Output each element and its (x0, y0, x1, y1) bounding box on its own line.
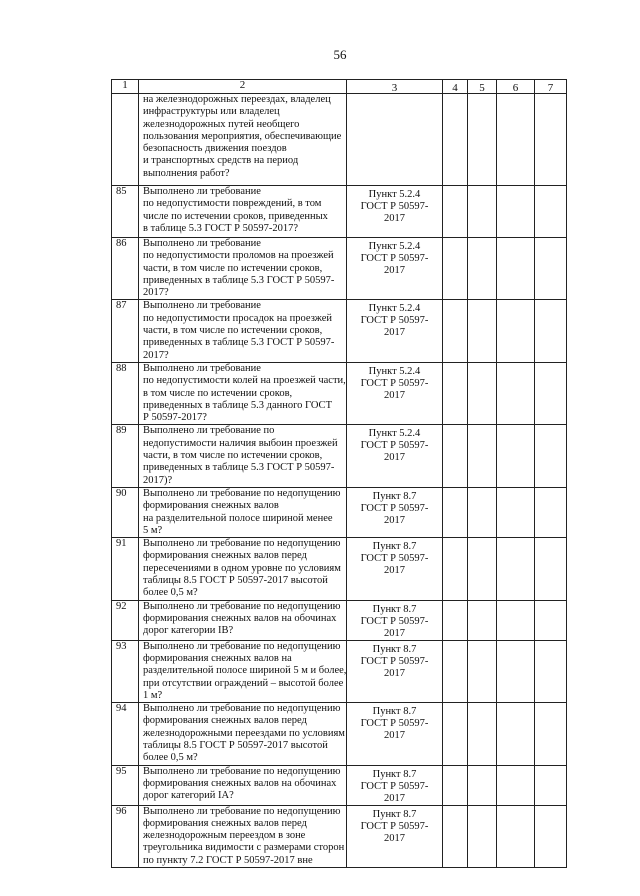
table-row (112, 487, 567, 537)
requirement-line: формирования снежных валов перед (143, 817, 307, 829)
item-number: 93 (112, 640, 139, 702)
reference-line: Пункт 5.2.4 (368, 189, 421, 200)
requirement-line: в том числе по истечении сроков, (143, 387, 293, 399)
reference-line: Пункт 8.7 (372, 808, 417, 820)
answer-cell (468, 425, 497, 487)
answer-cell (497, 765, 535, 805)
item-number: 95 (112, 765, 139, 805)
requirement-text (139, 362, 347, 424)
requirement-line: выполнения работ? (143, 167, 230, 179)
answer-cell (497, 805, 535, 867)
answer-cell (443, 425, 468, 487)
requirement-line: при отсутствии ограждений – высотой более (143, 677, 344, 689)
item-number: 94 (112, 703, 139, 765)
answer-cell (468, 238, 497, 300)
reference-line: 2017 (384, 452, 405, 464)
answer-cell (468, 600, 497, 640)
reference-line: 2017 (384, 327, 405, 339)
answer-cell (443, 640, 468, 702)
requirement-line: формирования снежных валов на обочинах (143, 612, 337, 624)
answer-cell (535, 640, 567, 702)
requirement-line: 2017)? (143, 474, 173, 486)
answer-cell (443, 805, 468, 867)
answer-cell (497, 487, 535, 537)
requirement-text (139, 538, 347, 600)
requirement-line: формирования снежных валов на (143, 652, 292, 664)
requirement-line: таблицы 8.5 ГОСТ Р 50597-2017 высотой (143, 575, 328, 587)
requirement-line: и транспортных средств на период (143, 155, 299, 167)
requirement-line: дорог категории IB? (143, 625, 234, 637)
reference-line: ГОСТ Р 50597- (360, 377, 429, 389)
requirement-line: недопустимости наличия выбоин проезжей (143, 437, 338, 449)
answer-cell (535, 805, 567, 867)
requirement-line: Выполнено ли требование (143, 362, 261, 374)
item-number: 88 (112, 362, 139, 424)
item-number: 89 (112, 425, 139, 487)
reference-line: ГОСТ Р 50597- (360, 780, 429, 792)
requirement-line: Выполнено ли требование по (143, 425, 275, 437)
answer-cell (497, 425, 535, 487)
answer-cell (497, 538, 535, 600)
requirement-line: пользования мероприятия, обеспечивающие (143, 130, 342, 142)
requirement-line: разделительной полосе шириной 5 м и более, (143, 665, 347, 677)
regulation-reference (347, 362, 443, 424)
requirement-text (139, 640, 347, 702)
answer-cell (497, 600, 535, 640)
answer-cell (497, 640, 535, 702)
reference-line: 2017 (384, 389, 405, 401)
header-row (112, 80, 567, 94)
item-number (112, 94, 139, 186)
answer-cell (497, 703, 535, 765)
answer-cell (535, 487, 567, 537)
requirement-line: числе по истечении сроков, приведенных (143, 210, 328, 222)
column-header: 1 (112, 80, 139, 94)
requirement-line: 5 м? (143, 524, 163, 536)
item-number: 92 (112, 600, 139, 640)
requirement-line: Выполнено ли требование (143, 238, 261, 249)
requirement-line: Выполнено ли требование по недопущению (143, 640, 341, 652)
requirement-line: Р 50597-2017? (143, 412, 207, 424)
requirement-line: Выполнено ли требование (143, 186, 261, 197)
item-number: 91 (112, 538, 139, 600)
reference-line: ГОСТ Р 50597- (360, 253, 429, 264)
regulation-reference (347, 703, 443, 765)
requirement-text (139, 425, 347, 487)
answer-cell (535, 94, 567, 186)
requirement-line: более 0,5 м? (143, 752, 198, 764)
requirement-text (139, 487, 347, 537)
reference-line: Пункт 8.7 (372, 541, 417, 553)
reference-line: Пункт 5.2.4 (368, 365, 421, 377)
regulation-reference (347, 538, 443, 600)
answer-cell (443, 362, 468, 424)
reference-line: Пункт 5.2.4 (368, 428, 421, 440)
requirement-line: в таблице 5.3 ГОСТ Р 50597-2017? (143, 222, 298, 234)
reference-line: ГОСТ Р 50597- (360, 718, 429, 730)
answer-cell (468, 487, 497, 537)
requirement-text (139, 703, 347, 765)
column-header: 2 (139, 80, 347, 94)
requirement-line: формирования снежных валов на обочинах (143, 777, 337, 789)
column-header: 5 (468, 80, 497, 94)
reference-line: ГОСТ Р 50597- (360, 502, 429, 514)
answer-cell (535, 300, 567, 362)
answer-cell (497, 300, 535, 362)
requirement-line: 2017? (143, 349, 169, 361)
requirement-line: по недопустимости повреждений, в том (143, 198, 322, 210)
requirement-text (139, 238, 347, 300)
answer-cell (497, 186, 535, 238)
answer-cell (443, 487, 468, 537)
regulation-reference (347, 600, 443, 640)
regulation-reference (347, 805, 443, 867)
table-row (112, 425, 567, 487)
requirement-line: по недопустимости просадок на проезжей (143, 312, 333, 324)
requirement-line: приведенных в таблице 5.3 ГОСТ Р 50597- (143, 274, 335, 286)
reference-line: ГОСТ Р 50597- (360, 615, 429, 627)
reference-line: 2017 (384, 265, 405, 276)
requirement-line: железнодорожных путей необщего (143, 118, 300, 130)
answer-cell (535, 238, 567, 300)
column-header: 3 (347, 80, 443, 94)
requirement-line: треугольника видимости с размерами сторон (143, 842, 345, 854)
requirement-line: по недопустимости проломов на проезжей (143, 250, 334, 262)
requirement-line: на разделительной полосе шириной менее (143, 512, 333, 524)
requirement-line: более 0,5 м? (143, 587, 198, 599)
reference-line: ГОСТ Р 50597- (360, 655, 429, 667)
requirement-line: Выполнено ли требование по недопущению (143, 487, 341, 499)
requirement-line: инфраструктуры или владелец (143, 106, 280, 118)
reference-line: 2017 (384, 627, 405, 639)
reference-line: ГОСТ Р 50597- (360, 440, 429, 452)
requirement-line: по пункту 7.2 ГОСТ Р 50597-2017 вне (143, 854, 313, 866)
answer-cell (468, 186, 497, 238)
answer-cell (535, 765, 567, 805)
requirement-line: железнодорожными переездами по условиям (143, 727, 345, 739)
requirement-line: формирования снежных валов перед (143, 550, 307, 562)
answer-cell (443, 538, 468, 600)
reference-line: Пункт 5.2.4 (368, 241, 421, 252)
requirement-line: 2017? (143, 287, 169, 299)
requirement-line: приведенных в таблице 5.3 ГОСТ Р 50597- (143, 337, 335, 349)
reference-line: Пункт 8.7 (372, 768, 417, 780)
table-row (112, 703, 567, 765)
answer-cell (443, 186, 468, 238)
item-number: 86 (112, 238, 139, 300)
column-header: 6 (497, 80, 535, 94)
item-number: 90 (112, 487, 139, 537)
page-number: 56 (333, 47, 347, 62)
table-row (112, 600, 567, 640)
regulation-reference (347, 238, 443, 300)
answer-cell (443, 94, 468, 186)
requirement-text (139, 600, 347, 640)
table-row (112, 538, 567, 600)
regulation-reference (347, 186, 443, 238)
regulation-reference (347, 487, 443, 537)
answer-cell (468, 362, 497, 424)
regulation-reference (347, 765, 443, 805)
answer-cell (468, 94, 497, 186)
requirement-line: Выполнено ли требование по недопущению (143, 765, 341, 777)
reference-line: ГОСТ Р 50597- (360, 315, 429, 327)
reference-line: ГОСТ Р 50597- (360, 820, 429, 832)
answer-cell (443, 300, 468, 362)
requirement-line: по недопустимости колей на проезжей части, (143, 375, 346, 387)
requirement-line: Выполнено ли требование по недопущению (143, 703, 341, 715)
regulation-reference (347, 640, 443, 702)
table-row (112, 94, 567, 186)
reference-line: ГОСТ Р 50597- (360, 201, 429, 212)
reference-line: Пункт 8.7 (372, 490, 417, 502)
reference-line: 2017 (384, 832, 405, 844)
answer-cell (535, 425, 567, 487)
item-number: 87 (112, 300, 139, 362)
reference-line: ГОСТ Р 50597- (360, 553, 429, 565)
reference-line: 2017 (384, 667, 405, 679)
requirement-line: Выполнено ли требование по недопущению (143, 600, 341, 612)
reference-line: 2017 (384, 213, 405, 224)
answer-cell (535, 362, 567, 424)
regulation-reference (347, 425, 443, 487)
item-number: 85 (112, 186, 139, 238)
regulation-reference (347, 94, 443, 186)
answer-cell (468, 805, 497, 867)
requirement-line: таблицы 8.5 ГОСТ Р 50597-2017 высотой (143, 739, 328, 751)
answer-cell (535, 600, 567, 640)
answer-cell (443, 703, 468, 765)
column-header: 4 (443, 80, 468, 94)
table-row (112, 765, 567, 805)
requirement-line: на железнодорожных переездах, владелец (143, 94, 331, 105)
requirement-line: части, в том числе по истечении сроков, (143, 262, 323, 274)
answer-cell (497, 94, 535, 186)
answer-cell (468, 538, 497, 600)
requirement-text (139, 805, 347, 867)
answer-cell (535, 186, 567, 238)
answer-cell (468, 300, 497, 362)
table-row (112, 640, 567, 702)
requirement-text (139, 300, 347, 362)
requirement-text (139, 765, 347, 805)
answer-cell (443, 238, 468, 300)
requirement-line: приведенных в таблице 5.3 ГОСТ Р 50597- (143, 462, 335, 474)
table-row (112, 300, 567, 362)
requirement-line: 1 м? (143, 689, 163, 701)
answer-cell (497, 362, 535, 424)
reference-line: Пункт 8.7 (372, 603, 417, 615)
table-row (112, 805, 567, 867)
answer-cell (468, 640, 497, 702)
table-row (112, 238, 567, 300)
reference-line: Пункт 8.7 (372, 706, 417, 718)
reference-line: Пункт 8.7 (372, 643, 417, 655)
reference-line: Пункт 5.2.4 (368, 303, 421, 315)
answer-cell (468, 765, 497, 805)
requirement-line: формирования снежных валов перед (143, 715, 307, 727)
requirement-line: приведенных в таблице 5.3 данного ГОСТ (143, 399, 332, 411)
requirement-line: части, в том числе по истечении сроков, (143, 450, 323, 462)
requirement-line: формирования снежных валов (143, 500, 279, 512)
requirement-line: железнодорожным переездом в зоне (143, 830, 306, 842)
checklist-table (111, 79, 567, 868)
column-header: 7 (535, 80, 567, 94)
requirement-text (139, 186, 347, 238)
answer-cell (497, 238, 535, 300)
reference-line: 2017 (384, 514, 405, 526)
answer-cell (443, 600, 468, 640)
regulation-reference (347, 300, 443, 362)
table-row (112, 186, 567, 238)
requirement-line: безопасность движения поездов (143, 143, 287, 155)
answer-cell (468, 703, 497, 765)
table-row (112, 362, 567, 424)
requirement-line: пересечениями в одном уровне по условиям (143, 562, 341, 574)
requirement-line: Выполнено ли требование (143, 300, 261, 312)
reference-line: 2017 (384, 730, 405, 742)
requirement-line: дорог категорий IA? (143, 790, 234, 802)
item-number: 96 (112, 805, 139, 867)
requirement-line: Выполнено ли требование по недопущению (143, 805, 341, 817)
requirement-line: Выполнено ли требование по недопущению (143, 538, 341, 550)
requirement-line: части, в том числе по истечении сроков, (143, 325, 323, 337)
answer-cell (443, 765, 468, 805)
answer-cell (535, 538, 567, 600)
answer-cell (535, 703, 567, 765)
reference-line: 2017 (384, 792, 405, 804)
requirement-text (139, 94, 347, 186)
reference-line: 2017 (384, 565, 405, 577)
